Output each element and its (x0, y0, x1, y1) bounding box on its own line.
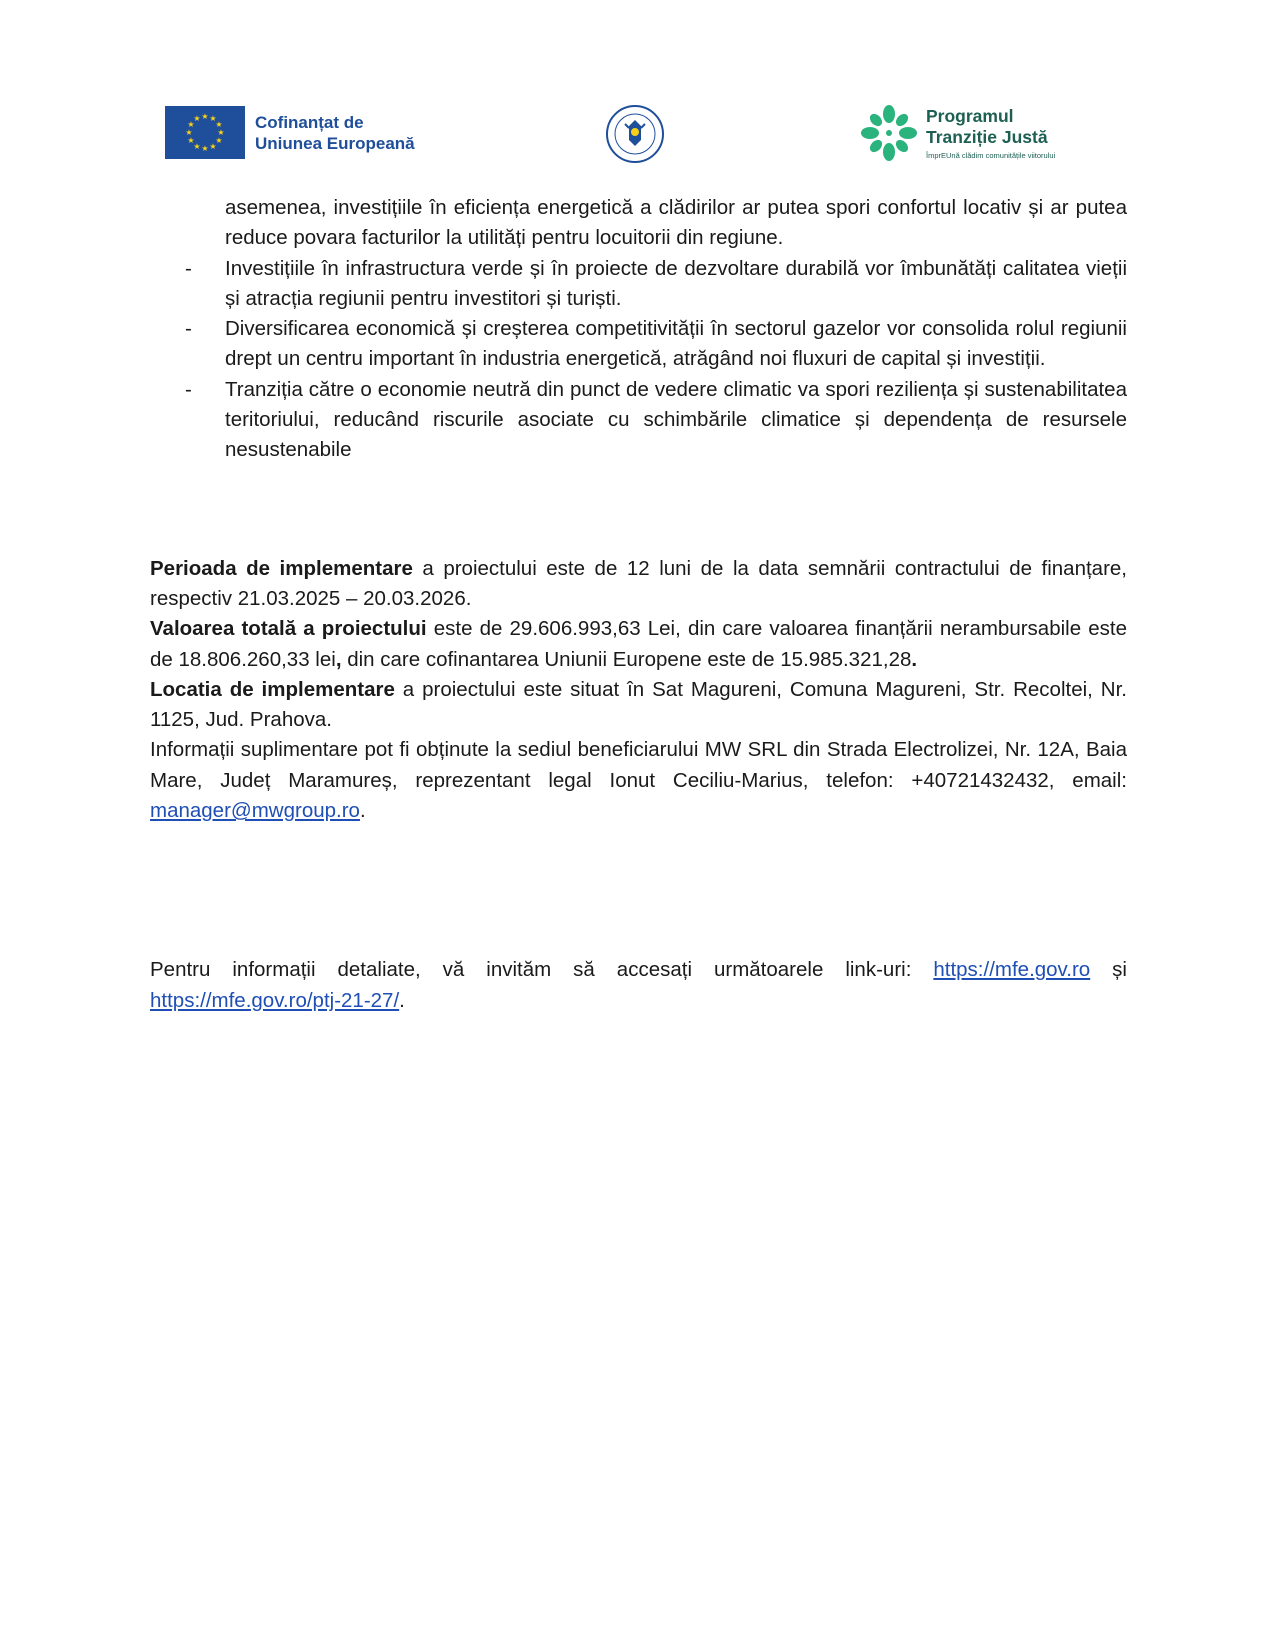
ptj-title-line1: Programul (926, 105, 1014, 126)
svg-text:★: ★ (217, 128, 225, 137)
links-and: și (1090, 958, 1127, 982)
mfe-link[interactable]: https://mfe.gov.ro (933, 958, 1091, 982)
svg-text:★: ★ (201, 112, 209, 121)
svg-text:★: ★ (187, 136, 195, 145)
list-item (150, 314, 1127, 375)
ptj-link[interactable]: https://mfe.gov.ro/ptj-21-27/ (150, 988, 400, 1012)
project-value-paragraph (150, 614, 1127, 675)
svg-text:★: ★ (209, 114, 217, 123)
email-link[interactable]: manager@mwgroup.ro (150, 799, 360, 823)
list-item (150, 375, 1127, 466)
location-text: a proiectului este situat în Sat Magureni, Comuna Magureni, Str. Recoltei, Nr. 1125, Jud. Prahova. (150, 677, 1127, 732)
svg-text:★: ★ (201, 144, 209, 153)
ptj-tagline: ÎmprEUnă clădim comunitățile viitorului (926, 150, 1056, 160)
bullet-dash: - (185, 317, 192, 341)
links-text: Pentru informații detaliate, vă invităm să accesați următoarele link-uri: (150, 958, 934, 982)
info-text: Informații suplimentare pot fi obținute la sediul beneficiarului MW SRL din Strada Electrolizei, Nr. 12A, Baia Mare, Județ Maramureș, reprezentant legal Ionut Ceciliu-Marius, telefon: +40721432432, email: (150, 738, 1127, 792)
page-header (0, 98, 1275, 168)
svg-text:★: ★ (185, 128, 193, 137)
svg-text:★: ★ (215, 120, 223, 129)
eu-label-line1: Cofinanțat de (255, 112, 364, 132)
value-comma: , (335, 647, 342, 671)
value-text: este de 29.606.993,63 Lei, din care valoarea finanțării nerambursabile este de 18.806.260,33 lei (150, 617, 1127, 671)
bullet-dash: - (185, 377, 192, 401)
svg-text:★: ★ (215, 136, 223, 145)
period-label: Perioada de implementare (150, 556, 413, 580)
ptj-logo (858, 102, 1055, 164)
value-text-2: din care cofinantarea Uniunii Europene este de 15.985.321,28 (341, 647, 912, 671)
bullet-text: Diversificarea economică și creșterea competitivității în sectorul gazelor vor consolida rolul regiunii drept un centru important în industria energetică, atrăgând noi fluxuri de capital și investiții. (225, 317, 1127, 371)
value-period: . (911, 647, 918, 671)
svg-text:★: ★ (193, 142, 201, 151)
contact-info-paragraph (150, 735, 1127, 826)
ptj-title-line2: Tranziție Justă (926, 126, 1048, 147)
benefits-list (150, 254, 1127, 466)
eu-cofinancing-logo (165, 106, 415, 159)
svg-text:★: ★ (187, 120, 195, 129)
links-paragraph (150, 955, 1127, 1016)
bullet-text: Tranziția către o economie neutră din punct de vedere climatic va spori reziliența și sustenabilitatea teritoriului, reducând riscurile asociate cu schimbările climatice și dependența de resursele nesustenabile (225, 377, 1127, 462)
eu-label-line2: Uniunea Europeană (255, 133, 415, 153)
implementation-period-paragraph (150, 554, 1127, 615)
svg-text:★: ★ (193, 114, 201, 123)
info-end: . (359, 799, 366, 823)
list-item (150, 254, 1127, 315)
government-seal-icon (605, 104, 665, 164)
bullet-dash: - (185, 256, 192, 280)
bullet-text: Investițiile în infrastructura verde și în proiecte de dezvoltare durabilă vor îmbunătăți calitatea vieții și atracția regiunii pentru investitori și turiști. (225, 256, 1127, 310)
leaf-flower-icon (858, 102, 920, 164)
period-text: a proiectului este de 12 luni de la data semnării contractului de finanțare, respectiv 21.03.2025 – 20.03.2026. (150, 556, 1127, 610)
implementation-location-paragraph (150, 675, 1127, 736)
svg-text:★: ★ (209, 142, 217, 151)
location-label: Locatia de implementare (150, 677, 395, 701)
eu-flag-icon (165, 106, 245, 159)
intro-continuation: asemenea, investițiile în eficiența energetică a clădirilor ar putea spori confortul locativ și ar putea reduce povara facturilor la utilități pentru locuitorii din regiune. (225, 196, 1127, 250)
value-label: Valoarea totală a proiectului (150, 617, 427, 641)
links-end: . (399, 988, 405, 1012)
document-body (150, 193, 1127, 1016)
